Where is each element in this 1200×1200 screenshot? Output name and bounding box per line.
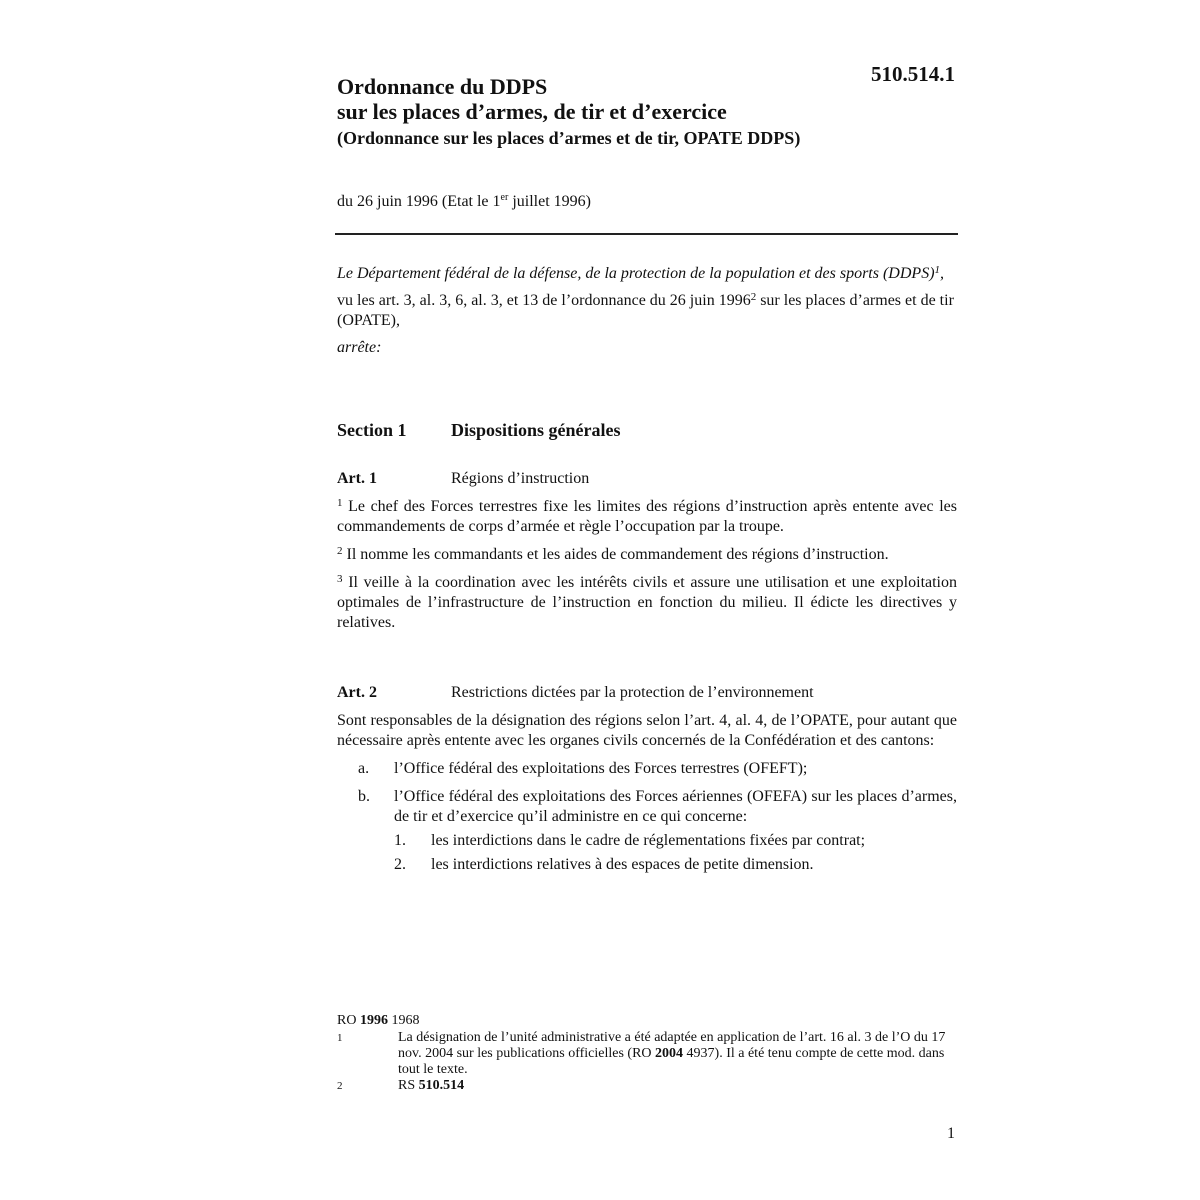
alinea-number: 1 (337, 497, 343, 509)
article-1-heading (337, 469, 957, 489)
ro-prefix: RO (337, 1013, 360, 1028)
title-line-1: Ordonnance du DDPS (337, 74, 548, 99)
list-item-text: l’Office fédéral des exploitations des Forces aériennes (OFEFA) sur les places d’armes, de tir et d’exercice qu’il administre en ce qui concerne: (394, 788, 957, 825)
alinea-text: Il veille à la coordination avec les intérêts civils et assure une utilisation et une exploitation optimales de l’infrastructure de l’instruction en fonction du milieu. Il édicte les directives y relatives. (337, 574, 957, 631)
list-item-a (337, 759, 957, 779)
page-number: 1 (947, 1125, 955, 1142)
article-2-number: Art. 2 (337, 684, 377, 701)
sub-list-item-text: les interdictions relatives à des espaces de petite dimension. (431, 856, 814, 873)
list-item-body (394, 787, 957, 879)
footnote-1-text-a: La désignation de l’unité administrative a été adaptée en application de l’art. 16 al. 3 de l’O du 17 nov. 2004 sur les publications officielles (RO (398, 1030, 946, 1061)
article-2-title: Restrictions dictées par la protection de l’environnement (451, 684, 814, 701)
sr-number: 510.514.1 (871, 62, 955, 86)
alinea-text: Le chef des Forces terrestres fixe les limites des régions d’instruction après entente avec les commandements de corps d’armée et règle l’occupation par la troupe. (337, 498, 957, 535)
header-divider (335, 233, 958, 235)
article-1-number: Art. 1 (337, 470, 377, 487)
document-title (337, 74, 857, 151)
list-item-b (337, 787, 957, 879)
article-1-title: Régions d’instruction (451, 470, 590, 487)
preamble-authority (337, 264, 957, 284)
sub-list-marker: 1. (394, 832, 406, 849)
section-number: Section 1 (337, 420, 407, 440)
sub-list-item-2 (394, 855, 957, 875)
sub-list-item-1 (394, 831, 957, 851)
title-short-name: (Ordonnance sur les places d’armes et de tir, OPATE DDPS) (337, 128, 801, 148)
article-2 (337, 683, 957, 887)
footnote-1 (337, 1030, 957, 1078)
footnote-ref-2[interactable]: 2 (750, 291, 757, 303)
section-title: Dispositions générales (451, 420, 621, 440)
alinea-text: Il nomme les commandants et les aides de commandement des régions d’instruction. (342, 546, 889, 563)
footnote-ref-1[interactable]: 1 (934, 264, 941, 276)
preamble (337, 264, 957, 365)
footnote-2 (337, 1078, 957, 1094)
footnote-2-prefix: RS (398, 1078, 419, 1093)
list-item-text: l’Office fédéral des exploitations des Forces terrestres (OFEFT); (394, 760, 808, 777)
preamble-decree: arrête: (337, 339, 382, 356)
official-compilation-reference (337, 1012, 957, 1029)
article-1 (337, 469, 957, 641)
title-line-2: sur les places d’armes, de tir et d’exercice (337, 99, 727, 124)
article-2-intro: Sont responsables de la désignation des régions selon l’art. 4, al. 4, de l’OPATE, pour autant que nécessaire après entente avec les organes civils concernés de la Confédération et des cantons: (337, 712, 957, 749)
date-superscript: er (500, 192, 509, 203)
ro-page: 1968 (387, 1013, 420, 1028)
footnote-text (398, 1078, 957, 1094)
list-marker: a. (358, 760, 370, 777)
footnote-text (398, 1030, 957, 1078)
legal-basis-text-a: vu les art. 3, al. 3, 6, al. 3, et 13 de l’ordonnance du 26 juin 1996 (337, 292, 751, 309)
date-prefix: du 26 juin 1996 (Etat le 1 (337, 193, 501, 210)
article-1-alinea-2 (337, 545, 957, 565)
footnote-number: 1 (337, 1032, 343, 1044)
alinea-number: 2 (337, 545, 343, 557)
authority-end: , (940, 265, 945, 282)
article-1-alinea-3 (337, 573, 957, 633)
preamble-legal-basis (337, 291, 957, 331)
document-page (337, 0, 959, 1200)
footnote-number: 2 (337, 1080, 343, 1092)
legal-basis-text-b: sur les places d’armes et de tir (OPATE), (337, 292, 954, 329)
footnote-2-reference: 510.514 (418, 1078, 465, 1093)
sub-list-item-text: les interdictions dans le cadre de réglementations fixées par contrat; (431, 832, 866, 849)
footnotes (337, 1012, 957, 1094)
footnote-1-year: 2004 (655, 1046, 684, 1061)
date-line (337, 193, 591, 211)
list-marker: b. (358, 788, 370, 805)
article-2-heading (337, 683, 957, 703)
article-1-alinea-1 (337, 497, 957, 537)
sub-list-marker: 2. (394, 856, 406, 873)
authority-text: Le Département fédéral de la défense, de la protection de la population et des sports (DDPS) (337, 265, 935, 282)
section-heading (337, 420, 621, 441)
alinea-number: 3 (337, 573, 343, 585)
date-suffix: juillet 1996) (508, 193, 591, 210)
ro-year: 1996 (359, 1013, 388, 1028)
footnote-1-text-b: 4937). Il a été tenu compte de cette mod. dans tout le texte. (398, 1046, 945, 1077)
